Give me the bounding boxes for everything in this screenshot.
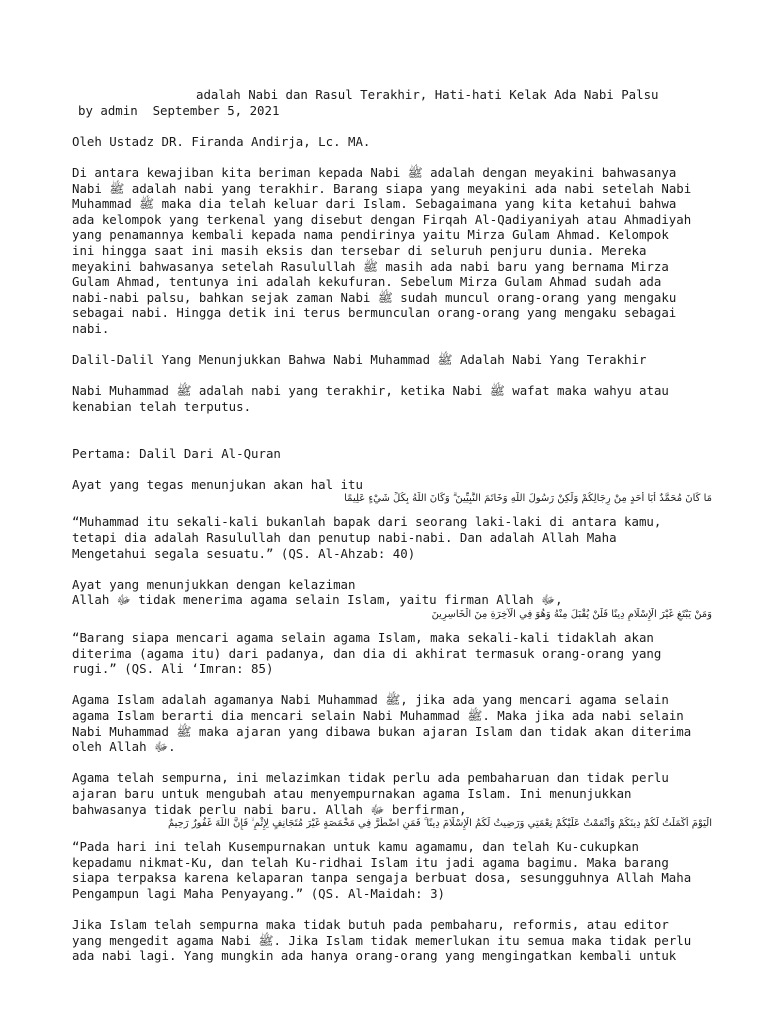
text-line: kenabian telah terputus.: [72, 398, 252, 414]
ayat-translation-3: [72, 839, 712, 901]
arabic-verse: وَمَنْ يَبْتَغِ غَيْرَ الْإِسْلَامِ دِينًا فَلَنْ يُقْبَلَ مِنْهُ وَهُوَ فِي الْآخِرَةِ مِنَ الْخَاسِرِينَ: [431, 609, 712, 620]
article-byline: by admin September 5, 2021: [78, 102, 280, 118]
text-line: diterima (agama itu) dari padanya, dan dia di akhirat termasuk orang-orang yang: [72, 645, 662, 661]
text-line: Nabi Muhammad ﷺ adalah nabi yang terakhir, ketika Nabi ﷺ wafat maka wahyu atau: [72, 383, 669, 399]
ayat-intro: Ayat yang menunjukkan dengan kelaziman: [72, 576, 356, 592]
text-line: oleh Allah ﷻ.: [72, 739, 176, 755]
text-line: siapa terpaksa karena kelaparan tanpa sengaja berbuat dosa, sesungguhnya Allah Maha: [72, 870, 692, 886]
text-line: ada kelompok yang terkenal yang disebut dengan Firqah Al-Qadiyaniyah atau Ahmadiyah: [72, 211, 692, 227]
text-line: Jika Islam telah sempurna maka tidak butuh pada pembaharu, reformis, atau editor: [72, 917, 669, 933]
text-line: “Pada hari ini telah Kusempurnakan untuk kamu agamamu, dan telah Ku-cukupkan: [72, 839, 639, 855]
ayat-intro: Agama telah sempurna, ini melazimkan tidak perlu ada pembaharuan dan tidak perlu: [72, 770, 669, 786]
closing-paragraph: [72, 917, 712, 964]
ayat-intro: ajaran baru untuk mengubah atau menyempurnakan agama Islam. Ini menunjukkan: [72, 785, 632, 801]
arabic-verse: الْيَوْمَ أَكْمَلْتُ لَكُمْ دِينَكُمْ وَأَتْمَمْتُ عَلَيْكُمْ نِعْمَتِي وَرَضِيتُ لَكُمُ الْإِسْلَامَ دِينًا ۚ فَمَنِ اضْطُرَّ فِي مَخْمَصَةٍ غَيْرَ مُتَجَانِفٍ لِإِثْمٍ ۙ فَإِنَّ اللَّهَ غَفُورٌ رَحِيمٌ: [167, 818, 712, 830]
text-line: nabi.: [72, 320, 110, 336]
text-line: yang penamannya kembali kepada nama pendirinya yaitu Mirza Gulam Ahmad. Kelompok: [72, 227, 669, 243]
text-line: Mengetahui segala sesuatu.” (QS. Al-Ahzab: 40): [72, 545, 416, 561]
text-line: Gulam Ahmad, tentunya ini adalah kekufuran. Sebelum Mirza Gulam Ahmad sudah ada: [72, 274, 662, 290]
text-line: agama Islam berarti dia mencari selain Nabi Muhammad ﷺ. Maka jika ada nabi selain: [72, 707, 684, 723]
text-line: “Barang siapa mencari agama selain agama Islam, maka sekali-kali tidaklah akan: [72, 630, 654, 645]
text-line: tetapi dia adalah Rasulullah dan penutup nabi-nabi. Dan adalah Allah Maha: [72, 530, 617, 546]
text-line: yang mengedit agama Nabi ﷺ. Jika Islam tidak memerlukan itu semua maka tidak perlu: [72, 932, 692, 948]
article-header: [72, 87, 712, 118]
ayat-block-3: [72, 770, 712, 830]
text-line: ada nabi lagi. Yang mungkin ada hanya orang-orang yang mengingatkan kembali untuk: [72, 948, 677, 964]
ayat-intro: Allah ﷻ tidak menerima agama selain Islam, yaitu firman Allah ﷻ,: [72, 592, 563, 608]
document-page: [72, 87, 712, 979]
first-heading: Pertama: Dalil Dari Al-Quran: [72, 445, 281, 461]
text-line: Pengampun lagi Maha Penyayang.” (QS. Al-Maidah: 3): [72, 885, 445, 901]
ayat-translation-2: [72, 630, 712, 677]
text-line: Nabi Muhammad ﷺ maka ajaran yang dibawa bukan ajaran Islam dan tidak akan diterima: [72, 723, 692, 739]
ayat-block-1: [72, 477, 712, 506]
text-line: nabi-nabi palsu, bahkan sejak zaman Nabi ﷺ sudah muncul orang-orang yang mengaku: [72, 289, 677, 305]
text-line: kepadamu nikmat-Ku, dan telah Ku-ridhai Islam itu jadi agama bagimu. Maka barang: [72, 854, 669, 870]
arabic-verse: مَا كَانَ مُحَمَّدٌ أَبَا أَحَدٍ مِنْ رِجَالِكُمْ وَلَكِنْ رَسُولَ اللَّهِ وَخَاتَمَ النَّبِيِّينَ ۗ وَكَانَ اللَّهُ بِكُلِّ شَيْءٍ عَلِيمًا: [344, 493, 712, 505]
intro-paragraph: [72, 165, 712, 337]
author-line: Oleh Ustadz DR. Firanda Andirja, Lc. MA.: [72, 133, 371, 149]
text-line: Di antara kewajiban kita beriman kepada Nabi ﷺ adalah dengan meyakini bahwasanya: [72, 164, 677, 180]
article-title: adalah Nabi dan Rasul Terakhir, Hati-hati Kelak Ada Nabi Palsu: [196, 87, 659, 102]
ayat-intro: Ayat yang tegas menunjukan akan hal itu: [72, 476, 363, 492]
ayat-intro: bahwasanya tidak perlu nabi baru. Allah ﷻ berfirman,: [72, 801, 467, 817]
text-line: Muhammad ﷺ maka dia telah keluar dari Islam. Sebagaimana yang kita ketahui bahwa: [72, 196, 677, 212]
ayat-block-2: [72, 577, 712, 621]
text-line: Nabi ﷺ adalah nabi yang terakhir. Barang siapa yang meyakini ada nabi setelah Nabi: [72, 180, 692, 196]
text-line: ini hingga saat ini masih eksis dan tersebar di seluruh penjuru dunia. Mereka: [72, 242, 647, 258]
text-line: Agama Islam adalah agamanya Nabi Muhammad ﷺ, jika ada yang mencari agama selain: [72, 692, 669, 708]
section-intro: [72, 383, 712, 414]
section-heading: Dalil-Dalil Yang Menunjukkan Bahwa Nabi Muhammad ﷺ Adalah Nabi Yang Terakhir: [72, 352, 647, 368]
text-line: rugi.” (QS. Ali ‘Imran: 85): [72, 661, 274, 677]
text-line: meyakini bahwasanya setelah Rasulullah ﷺ masih ada nabi baru yang bernama Mirza: [72, 258, 669, 274]
text-line: “Muhammad itu sekali-kali bukanlah bapak dari seorang laki-laki di antara kamu,: [72, 514, 662, 530]
islam-paragraph: [72, 692, 712, 754]
text-line: sebagai nabi. Hingga detik ini terus bermunculan orang-orang yang mengaku sebagai: [72, 305, 677, 321]
ayat-translation-1: [72, 514, 712, 561]
